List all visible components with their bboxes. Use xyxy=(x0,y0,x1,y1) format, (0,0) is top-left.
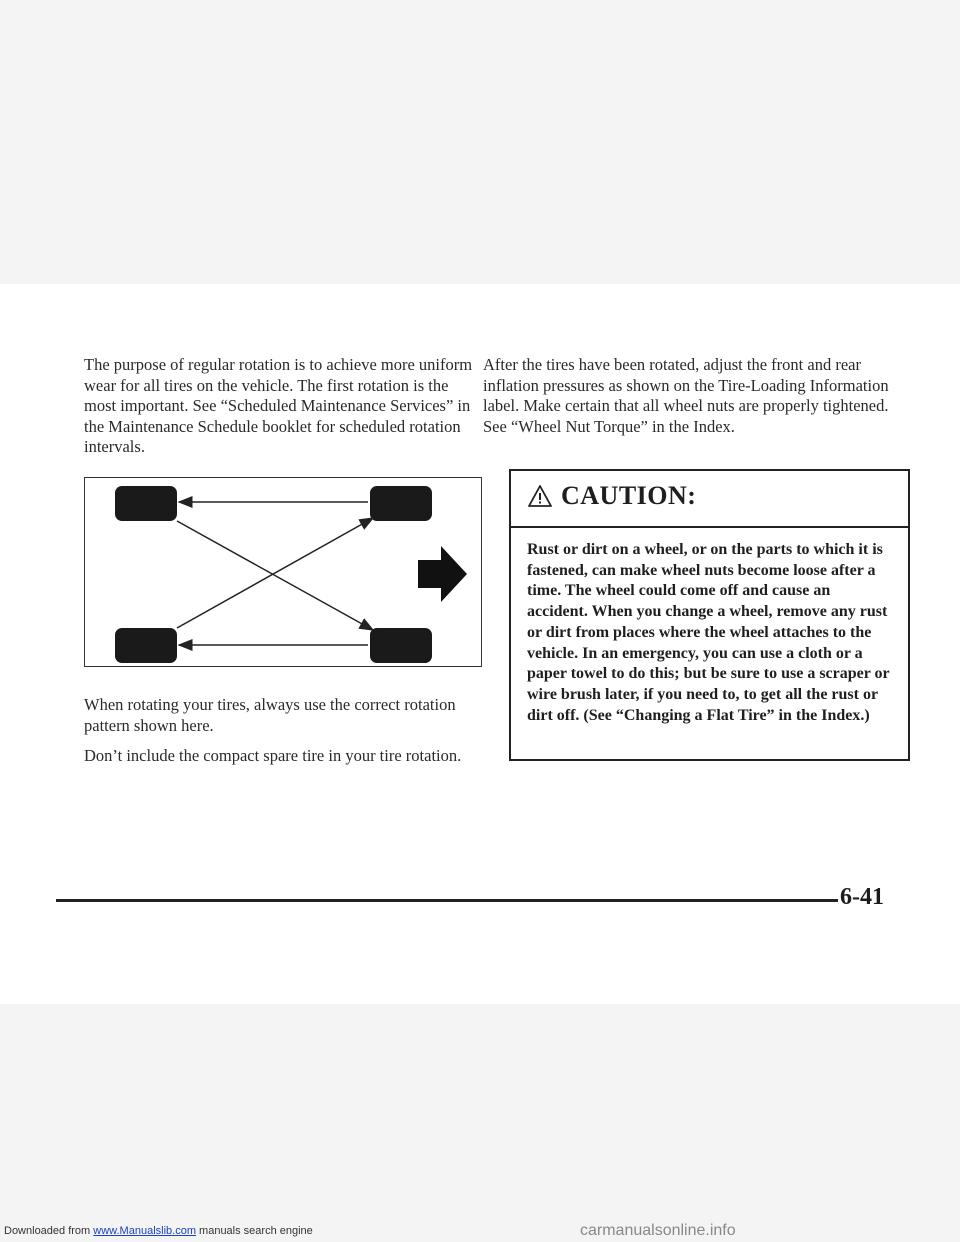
rotation-pattern-drawing xyxy=(85,478,483,668)
arrow-diagonal-to-rear-right xyxy=(177,521,373,630)
caution-text: Rust or dirt on a wheel, or on the parts to which it is fastened, can make wheel nuts become loose after a time. The wheel could come off and cause an accident. When you change a wheel, remove any rust or dirt from places where the wheel attaches to the vehicle. In an emergency, you can use a cloth or a paper towel to do this; but be sure to use a scraper or wire brush later, if you need to, to get all the rust or dirt off. (See “Changing a Flat Tire” in the Index.) xyxy=(527,541,890,724)
footer-prefix: Downloaded from xyxy=(4,1225,94,1237)
left-column xyxy=(84,355,479,468)
tire-right-front xyxy=(370,486,432,521)
forward-direction-icon xyxy=(418,546,467,602)
caution-header xyxy=(511,471,908,528)
download-footer xyxy=(4,1225,313,1237)
warning-triangle-icon xyxy=(527,484,553,508)
rotation-pattern-paragraph: When rotating your tires, always use the correct rotation pattern shown here. xyxy=(84,695,456,735)
footer-suffix: manuals search engine xyxy=(195,1225,313,1237)
caution-box xyxy=(509,469,910,761)
manualslib-link[interactable]: www.Manualslib.com xyxy=(93,1225,196,1237)
watermark-text: carmanualsonline.info xyxy=(580,1222,736,1239)
caution-title: CAUTION: xyxy=(561,481,697,510)
tire-right-rear xyxy=(370,628,432,663)
arrow-diagonal-to-front-right xyxy=(177,518,373,628)
footer-rule xyxy=(56,899,838,902)
tire-left-rear xyxy=(115,628,177,663)
right-column xyxy=(483,355,903,447)
spare-tire-paragraph: Don’t include the compact spare tire in your tire rotation. xyxy=(84,746,462,765)
tire-rotation-diagram xyxy=(84,477,482,667)
left-lower-text xyxy=(84,695,479,777)
tire-left-front xyxy=(115,486,177,521)
after-rotation-paragraph: After the tires have been rotated, adjust the front and rear inflation pressures as shown on the Tire-Loading Information label. Make certain that all wheel nuts are properly tightened. See “Wheel Nut Torque” in the Index. xyxy=(483,355,889,436)
page-number: 6-41 xyxy=(840,884,884,910)
rotation-purpose-paragraph: The purpose of regular rotation is to achieve more uniform wear for all tires on the vehicle. The first rotation is the most important. See “Scheduled Maintenance Services” in the Maintenance Schedule booklet for scheduled rotation intervals. xyxy=(84,355,473,456)
